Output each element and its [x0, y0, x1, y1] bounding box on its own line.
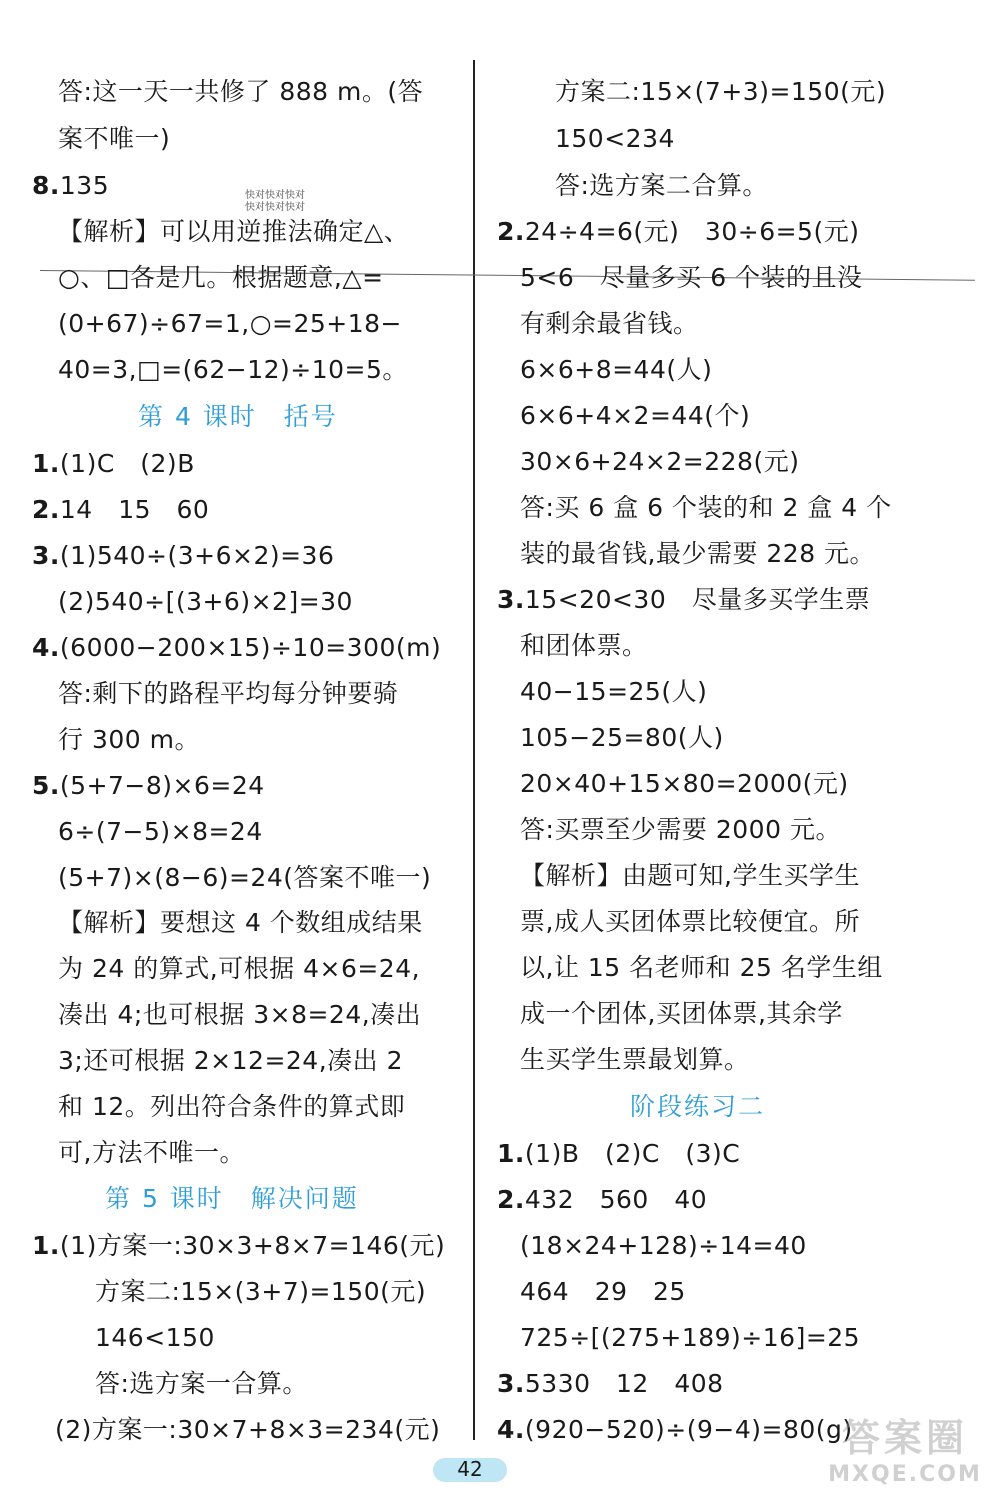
answer-text: ○、□各是几。根据题意,△=	[58, 263, 384, 292]
answer-text: 生买学生票最划算。	[520, 1045, 750, 1074]
answer-line	[32, 769, 265, 803]
answer-text: 146<150	[95, 1323, 215, 1352]
answer-text: 行 300 m。	[58, 725, 200, 754]
answer-line	[55, 1413, 440, 1447]
answer-line	[95, 1367, 308, 1401]
answer-line	[497, 215, 859, 249]
answer-line	[497, 1137, 740, 1171]
answer-line	[58, 585, 353, 619]
answer-line	[32, 539, 334, 573]
answer-line	[58, 723, 200, 757]
answer-text: 和 12。列出符合条件的算式即	[58, 1092, 406, 1121]
question-number: 8.	[32, 171, 60, 200]
answer-line	[520, 261, 863, 295]
answer-line	[520, 1229, 807, 1263]
answer-text: (1)540÷(3+6×2)=36	[59, 541, 335, 570]
answer-line	[520, 1275, 686, 1309]
answer-text: 24÷4=6(元) 30÷6=5(元)	[524, 217, 860, 246]
answer-line	[95, 1275, 426, 1309]
answer-text: (920−520)÷(9−4)=80(g)	[524, 1415, 853, 1444]
answer-text: 以,让 15 名老师和 25 名学生组	[520, 953, 883, 982]
answer-text: 票,成人买团体票比较便宜。所	[520, 907, 860, 936]
answer-text: 案不唯一)	[58, 124, 171, 153]
answer-line	[520, 353, 712, 387]
answer-line	[520, 537, 875, 571]
answer-line	[555, 75, 886, 109]
answer-line	[58, 353, 408, 387]
answer-text: (5+7−8)×6=24	[59, 771, 265, 800]
answer-line	[58, 215, 409, 249]
question-number: 4.	[497, 1415, 525, 1444]
answer-line	[520, 491, 892, 525]
answer-line	[555, 122, 675, 156]
answer-line	[58, 122, 170, 156]
answer-text: 5330 12 408	[524, 1369, 724, 1398]
answer-text: (0+67)÷67=1,○=25+18−	[58, 309, 403, 338]
answer-line	[520, 629, 648, 663]
answer-text: 方案二:15×(7+3)=150(元)	[555, 77, 887, 106]
answer-text: 150<234	[555, 124, 675, 153]
question-number: 5.	[32, 771, 60, 800]
answer-text: 40−15=25(人)	[520, 677, 708, 706]
answer-text: 40=3,□=(62−12)÷10=5。	[58, 355, 408, 384]
question-number: 2.	[32, 495, 60, 524]
answer-line	[58, 261, 384, 295]
question-number: 3.	[497, 1369, 525, 1398]
section-heading: 第 4 课时 括号	[138, 402, 338, 431]
column-divider	[473, 60, 475, 1440]
answer-text: (2)540÷[(3+6)×2]=30	[58, 587, 353, 616]
answer-line	[520, 721, 724, 755]
answer-text: 答:选方案二合算。	[555, 171, 768, 200]
answer-text: 为 24 的算式,可根据 4×6=24,	[58, 954, 421, 983]
answer-line	[520, 675, 707, 709]
answer-line	[520, 1043, 750, 1077]
question-number: 2.	[497, 217, 525, 246]
answer-line	[58, 998, 421, 1032]
answer-line	[58, 1090, 405, 1124]
answer-text: 20×40+15×80=2000(元)	[520, 769, 849, 798]
answer-line	[58, 1044, 403, 1078]
answer-line	[520, 951, 883, 985]
answer-line	[58, 952, 420, 986]
answer-text: 14 15 60	[59, 495, 210, 524]
answer-text: 答:剩下的路程平均每分钟要骑	[58, 679, 399, 708]
watermark-logo	[815, 1415, 995, 1505]
answer-text: (1)B (2)C (3)C	[524, 1139, 741, 1168]
answer-text: 725÷[(275+189)÷16]=25	[520, 1323, 861, 1352]
tiny-stamp-text: 快对快对快对 快对快对快对	[245, 190, 305, 213]
answer-text: 答:这一天一共修了 888 m。(答	[58, 77, 424, 106]
answer-text: 和团体票。	[520, 631, 648, 660]
answer-text: 30×6+24×2=228(元)	[520, 447, 800, 476]
answer-line	[32, 631, 441, 665]
answer-line	[520, 399, 750, 433]
answer-line	[95, 1321, 215, 1355]
answer-line	[497, 1367, 724, 1401]
answer-line	[497, 1413, 853, 1447]
answer-text: 6×6+8=44(人)	[520, 355, 713, 384]
answer-line	[520, 1321, 860, 1355]
answer-line	[58, 861, 431, 895]
answer-text: 5<6 尽量多买 6 个装的且没	[520, 263, 863, 292]
answer-line	[520, 445, 799, 479]
answer-line	[58, 815, 263, 849]
answer-text: (1)方案一:30×3+8×7=146(元)	[59, 1231, 446, 1260]
answer-text: 105−25=80(人)	[520, 723, 724, 752]
answer-line	[32, 493, 209, 527]
question-number: 3.	[32, 541, 60, 570]
answer-text: 装的最省钱,最少需要 228 元。	[520, 539, 876, 568]
answer-text: 3;还可根据 2×12=24,凑出 2	[58, 1046, 403, 1075]
question-number: 3.	[497, 585, 525, 614]
answer-text: (18×24+128)÷14=40	[520, 1231, 807, 1260]
answer-text: 答:买票至少需要 2000 元。	[520, 815, 841, 844]
answer-line	[520, 905, 860, 939]
answer-text: (1)C (2)B	[59, 449, 195, 478]
answer-text: 6÷(7−5)×8=24	[58, 817, 263, 846]
answer-text: 有剩余最省钱。	[520, 309, 699, 338]
answer-line	[32, 447, 195, 481]
question-number: 4.	[32, 633, 60, 662]
question-number: 1.	[32, 1231, 60, 1260]
answer-text: (6000−200×15)÷10=300(m)	[59, 633, 442, 662]
answer-text: 【解析】可以用逆推法确定△、	[58, 217, 410, 246]
answer-text: 凑出 4;也可根据 3×8=24,凑出	[58, 1000, 422, 1029]
answer-text: 答:买 6 盒 6 个装的和 2 盒 4 个	[520, 493, 892, 522]
watermark-bottom: MXQE.COM	[828, 1462, 982, 1487]
answer-line	[58, 906, 423, 940]
answer-line	[32, 169, 109, 203]
answer-text: (2)方案一:30×7+8×3=234(元)	[55, 1415, 441, 1444]
answer-line	[58, 75, 423, 109]
answer-line	[520, 813, 841, 847]
answer-line	[497, 1183, 707, 1217]
answer-line	[58, 1136, 245, 1170]
answer-line	[555, 169, 768, 203]
answer-text: 方案二:15×(3+7)=150(元)	[95, 1277, 427, 1306]
answer-text: 答:选方案一合算。	[95, 1369, 308, 1398]
answer-line	[58, 307, 402, 341]
answer-text: 成一个团体,买团体票,其余学	[520, 999, 843, 1028]
answer-text: 6×6+4×2=44(个)	[520, 401, 751, 430]
question-number: 2.	[497, 1185, 525, 1214]
answer-line	[32, 1229, 445, 1263]
answer-line	[520, 307, 699, 341]
answer-text: 135	[59, 171, 110, 200]
question-number: 1.	[497, 1139, 525, 1168]
answer-line	[520, 859, 860, 893]
watermark-top: 答案圈	[841, 1416, 968, 1460]
answer-text: 464 29 25	[520, 1277, 686, 1306]
question-number: 1.	[32, 449, 60, 478]
section-heading: 第 5 课时 解决问题	[105, 1184, 359, 1213]
answer-line	[58, 677, 398, 711]
answer-text: (5+7)×(8−6)=24(答案不唯一)	[58, 863, 432, 892]
answer-text: 【解析】由题可知,学生买学生	[520, 861, 860, 890]
answer-text: 432 560 40	[524, 1185, 708, 1214]
section-heading: 阶段练习二	[630, 1092, 766, 1121]
answer-line	[497, 583, 870, 617]
page-number: 42	[457, 1457, 483, 1481]
answer-line	[520, 997, 843, 1031]
answer-text: 可,方法不唯一。	[58, 1138, 245, 1167]
answer-line	[520, 767, 849, 801]
answer-text: 15<20<30 尽量多买学生票	[524, 585, 871, 614]
answer-text: 【解析】要想这 4 个数组成结果	[58, 908, 423, 937]
